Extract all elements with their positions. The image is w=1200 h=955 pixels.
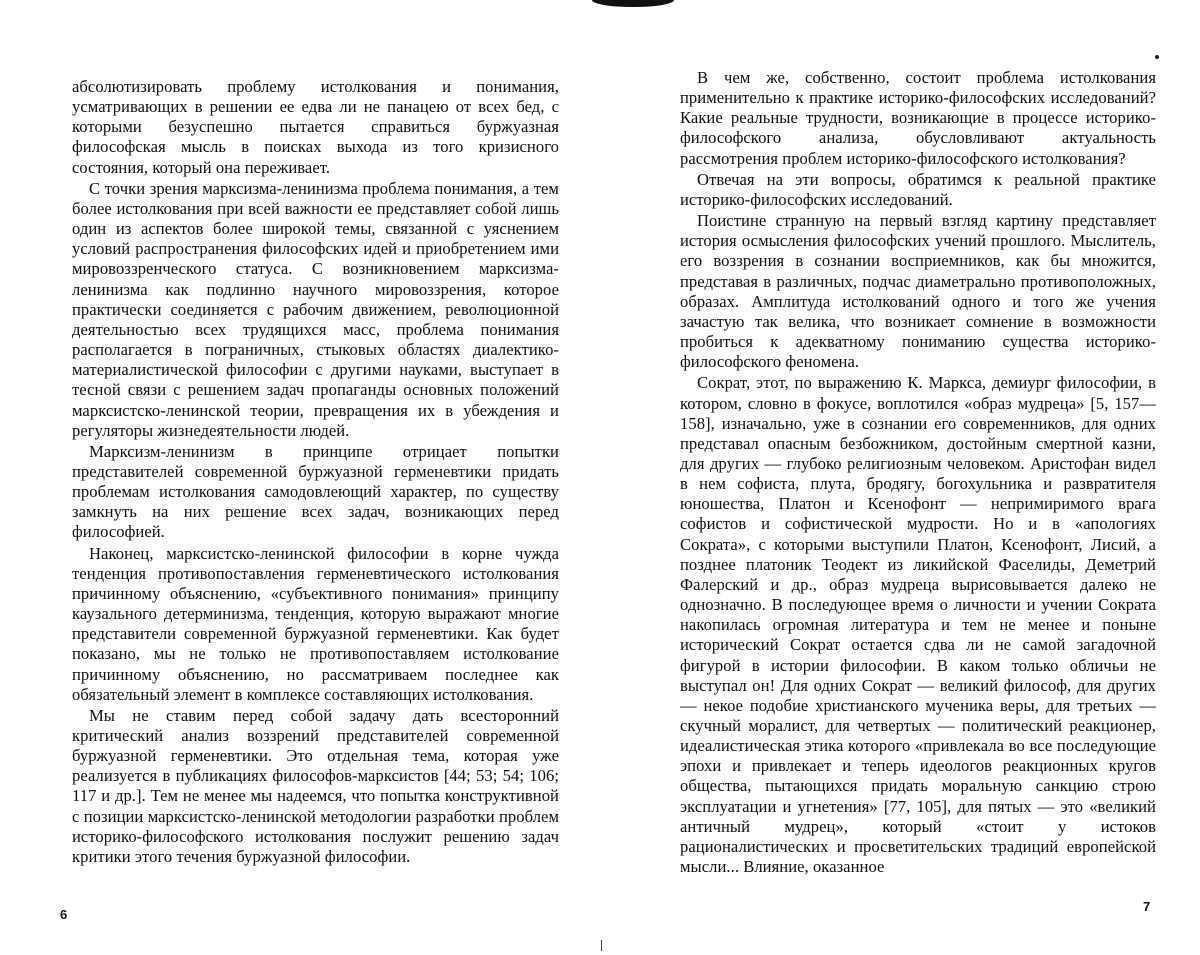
paragraph: С точки зрения марксизма-ленинизма проблема понимания, а тем более истолкования при всей важности ее представляет собой лишь один из аспектов более широкой темы, связанной с уяснением условий распространения философских идей и приобретением ими мировоззренческого статуса. С возникновением марксизма-ленинизма как подлинно научного мировоззрения, которое практически соединяется с рабочим движением, революционной деятельностью всех трудящихся масс, проблема понимания располагается в пограничных, стыковых областях диалектико-материалистической философии с другими науками, выступает в тесной связи с решением задач пропаганды основных положений марксистско-ленинской теории, превращения их в убеждения и регуляторы жизнедеятельности людей. [72,178,559,440]
right-page-text [680,68,1156,877]
page-number: 7 [1143,899,1151,914]
page-number: 6 [60,907,68,922]
paragraph: Отвечая на эти вопросы, обратимся к реальной практике историко-философских исследований. [680,169,1156,209]
paragraph: Мы не ставим перед собой задачу дать всесторонний критический анализ воззрений представителей современной буржуазной герменевтики. Это отдельная тема, которая уже реализуется в публикациях философов-марксистов [44; 53; 54; 106; 117 и др.]. Тем не менее мы надеемся, что попытка конструктивной с позиции марксистско-ленинской методологии разработки проблем историко-философского истолкования послужит решению задач критики этого течения буржуазной философии. [72,705,559,866]
paragraph: абсолютизировать проблему истолкования и понимания, усматривающих в решении ее едва ли не панацею от всех бед, с которыми безуспешно пытается справиться буржуазная философская мысль в поисках выхода из того кризисного состояния, который она переживает. [72,77,559,177]
paragraph: Поистине странную на первый взгляд картину представляет история осмысления философских учений прошлого. Мыслитель, его воззрения в сознании восприемников, как бы множится, представая в различных, подчас диаметрально противоположных, образах. Амплитуда истолкований одного и того же учения зачастую так велика, что возникает сомнение в возможности пробиться к адекватному пониманию существа историко-философского феномена. [680,211,1156,372]
left-page-text [72,77,559,867]
paragraph: Сократ, этот, по выражению К. Маркса, демиург философии, в котором, словно в фокусе, воплотился «образ мудреца» [5, 157—158], изначально, уже в сознании его современников, для одних представал опасным безбожником, достойным смертной казни, для других — глубоко религиозным человеком. Аристофан видел в нем софиста, плута, бродягу, богохульника и развратителя юношества, Платон и Ксенофонт — непримиримого врага софистов и софистической мудрости. Но и в «апологиях Сократа», с которыми выступили Платон, Ксенофонт, Лисий, а позднее платоник Теодект из ликийской Фаселиды, Деметрий Фалерский и др., образ мудреца вырисовывается далеко не однозначно. В последующее время о личности и учении Сократа накопилась огромная литература и тем не менее и поныне исторический Сократ остается сдва ли не самой загадочной фигурой в истории философии. В каком только обличьи не выступал он! Для одних Сократ — великий философ, для других — некое подобие христианского мученика веры, для третьих — скучный моралист, для четвертых — политический реакционер, идеалистическая этика которого «привлекала во все последующие эпохи и привлекает и теперь идеологов реакционных кругов общества, пытающихся придать моральную санкцию строю эксплуатации и угнетения» [77, 105], для пятых — это «великий античный мудрец», который «стоит у истоков рационалистических и просветительских традиций европейской мысли... Влияние, оказанное [680,373,1156,877]
right-page [600,0,1200,955]
paragraph: В чем же, собственно, состоит проблема истолкования применительно к практике историко-философских исследований? Какие реальные трудности, возникающие в процессе историко-философского анализа, обусловливают актуальность рассмотрения проблем историко-философского истолкования? [680,68,1156,168]
paragraph: Марксизм-ленинизм в принципе отрицает попытки представителей современной буржуазной герменевтики придать проблемам истолкования самодовлеющий характер, по существу замкнуть на них решение всех задач, возникающих перед философией. [72,441,559,542]
paragraph: Наконец, марксистско-ленинской философии в корне чужда тенденция противопоставления герменевтического истолкования причинному объяснению, «субъективного понимания» принципу каузального детерминизма, тенденция, которую выражают многие представители современной буржуазной герменевтики. Как будет показано, мы не только не противопоставляем истолкование причинному объяснению, но рассматриваем последнее как обязательный элемент в комплексе составляющих истолкования. [72,543,559,704]
